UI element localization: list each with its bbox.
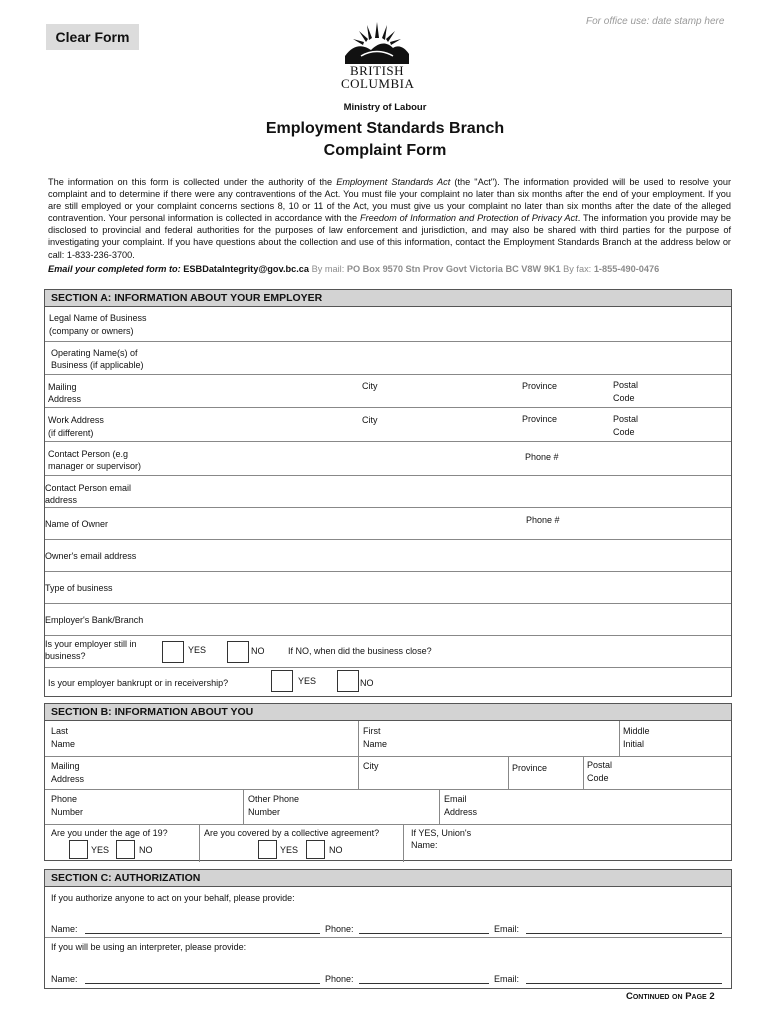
bank-branch-field[interactable]: Employer's Bank/Branch <box>45 603 731 635</box>
act-name: Employment Standards Act <box>336 177 451 187</box>
under-19-yes-checkbox[interactable] <box>69 840 88 859</box>
union-name-field[interactable]: If YES, Union's <box>411 828 472 838</box>
employer-mailing-address-row[interactable]: Mailing Address City Province Postal Code <box>45 374 731 407</box>
form-subtitle: Complaint Form <box>323 142 447 159</box>
still-in-business-row: Is your employer still in business? YES NO If NO, when did the business close? <box>45 635 731 667</box>
intro-paragraph: The information on this form is collected under the authority of the Employment Standards Act (the "Act"). The information provided will be used to resolve your complaint and to determine if there were any contraventions of the Act. You must file your complaint no later than six months after the end of your employment. If you are still employed or your complaint concerns sections 8, 10 or 11 of the Act, you must give us your complaint no later than six months after the date of the alleged contravention. Your personal information is collected in accordance with the Freedom of Information and Protection of Privacy Act. The information you provide may be disclosed to provincial and federal authorities for the purposes of law enforcement and jurisdiction, and may also be shared with third parties for the purpose of investigating your complaint. If you have questions about the collection and use of this information, contact the Employment Standards Branch at the address below or call: 1-833-236-3700. <box>48 177 732 260</box>
ministry-name: Ministry of Labour <box>343 102 427 113</box>
bc-sun-mountains-icon <box>341 20 413 64</box>
contact-email-field[interactable]: Contact Person email address <box>45 475 731 507</box>
foippa-name: Freedom of Information and Protection of Privacy Act <box>359 213 578 224</box>
bankrupt-row: Is your employer bankrupt or in receivership? YES NO <box>45 667 731 697</box>
section-a <box>44 289 732 697</box>
your-address-row[interactable]: Mailing Address City Province Postal Code <box>45 756 731 789</box>
bc-logo-text-1: BRITISH <box>349 63 405 78</box>
interpreter-instruction: If you will be using an interpreter, please provide: <box>51 942 247 952</box>
form-title: Employment Standards Branch <box>265 120 505 137</box>
bc-logo <box>341 20 413 96</box>
bankrupt-yes-checkbox[interactable] <box>271 670 293 692</box>
section-a-heading: SECTION A: INFORMATION ABOUT YOUR EMPLOYER <box>45 290 731 307</box>
section-c-heading: SECTION C: AUTHORIZATION <box>45 870 731 887</box>
section-c: SECTION C: AUTHORIZATION If you authorize anyone to act on your behalf, please provide: Name: Phone: Email: If you will be using an interpreter, please provide: Name: Phone: Email: <box>44 869 732 989</box>
work-address-row[interactable]: Work Address (if different) City Province Postal Code <box>45 407 731 441</box>
legal-name-field[interactable]: Legal Name of Business (company or owners) <box>49 313 147 336</box>
operating-name-field[interactable]: Operating Name(s) of Business (if applicable) <box>45 341 731 374</box>
interpreter-name-field[interactable] <box>85 983 320 984</box>
mail-address: PO Box 9570 Stn Prov Govt Victoria BC V8W 9K1 <box>346 264 561 274</box>
section-b-heading: SECTION B: INFORMATION ABOUT YOU <box>45 704 731 721</box>
continued-footer: Continued on Page 2 <box>626 991 715 1002</box>
submission-contact-line: Email your completed form to: ESBDataIntegrity@gov.bc.ca By mail: PO Box 9570 Stn Prov Govt Victoria BC V8W 9K1 By fax: 1-855-490-0476 <box>48 264 660 274</box>
fax-number: 1-855-490-0476 <box>593 264 660 274</box>
authorized-phone-field[interactable] <box>359 933 489 934</box>
name-row[interactable]: Last Name First Name Middle Initial <box>45 721 731 756</box>
still-in-business-yes-checkbox[interactable] <box>162 641 184 663</box>
business-closed-date-field[interactable]: If NO, when did the business close? <box>288 646 432 656</box>
authorize-instruction: If you authorize anyone to act on your behalf, please provide: <box>51 893 295 903</box>
collective-no-checkbox[interactable] <box>306 840 325 859</box>
under-19-no-checkbox[interactable] <box>116 840 135 859</box>
interpreter-phone-field[interactable] <box>359 983 489 984</box>
section-b <box>44 703 732 861</box>
bc-logo-text-2: COLUMBIA <box>341 76 415 91</box>
collective-yes-checkbox[interactable] <box>258 840 277 859</box>
submission-email[interactable]: ESBDataIntegrity@gov.bc.ca <box>183 264 310 274</box>
contact-person-row[interactable]: Contact Person (e.g manager or supervisor) Phone # <box>45 441 731 475</box>
bankrupt-no-checkbox[interactable] <box>337 670 359 692</box>
age-union-row: Are you under the age of 19? YES NO Are you covered by a collective agreement? YES NO If YES, Union's Name: <box>45 824 731 861</box>
office-use-note: For office use: date stamp here <box>586 16 725 27</box>
owner-email-field[interactable]: Owner's email address <box>45 539 731 571</box>
authorized-email-field[interactable] <box>526 933 722 934</box>
owner-name-row[interactable]: Name of Owner Phone # <box>45 507 731 539</box>
interpreter-email-field[interactable] <box>526 983 722 984</box>
clear-form-button[interactable]: Clear Form <box>46 24 139 50</box>
still-in-business-no-checkbox[interactable] <box>227 641 249 663</box>
business-type-field[interactable]: Type of business <box>45 571 731 603</box>
authorized-name-field[interactable] <box>85 933 320 934</box>
your-phone-row[interactable]: Phone Number Other Phone Number Email Address <box>45 789 731 824</box>
